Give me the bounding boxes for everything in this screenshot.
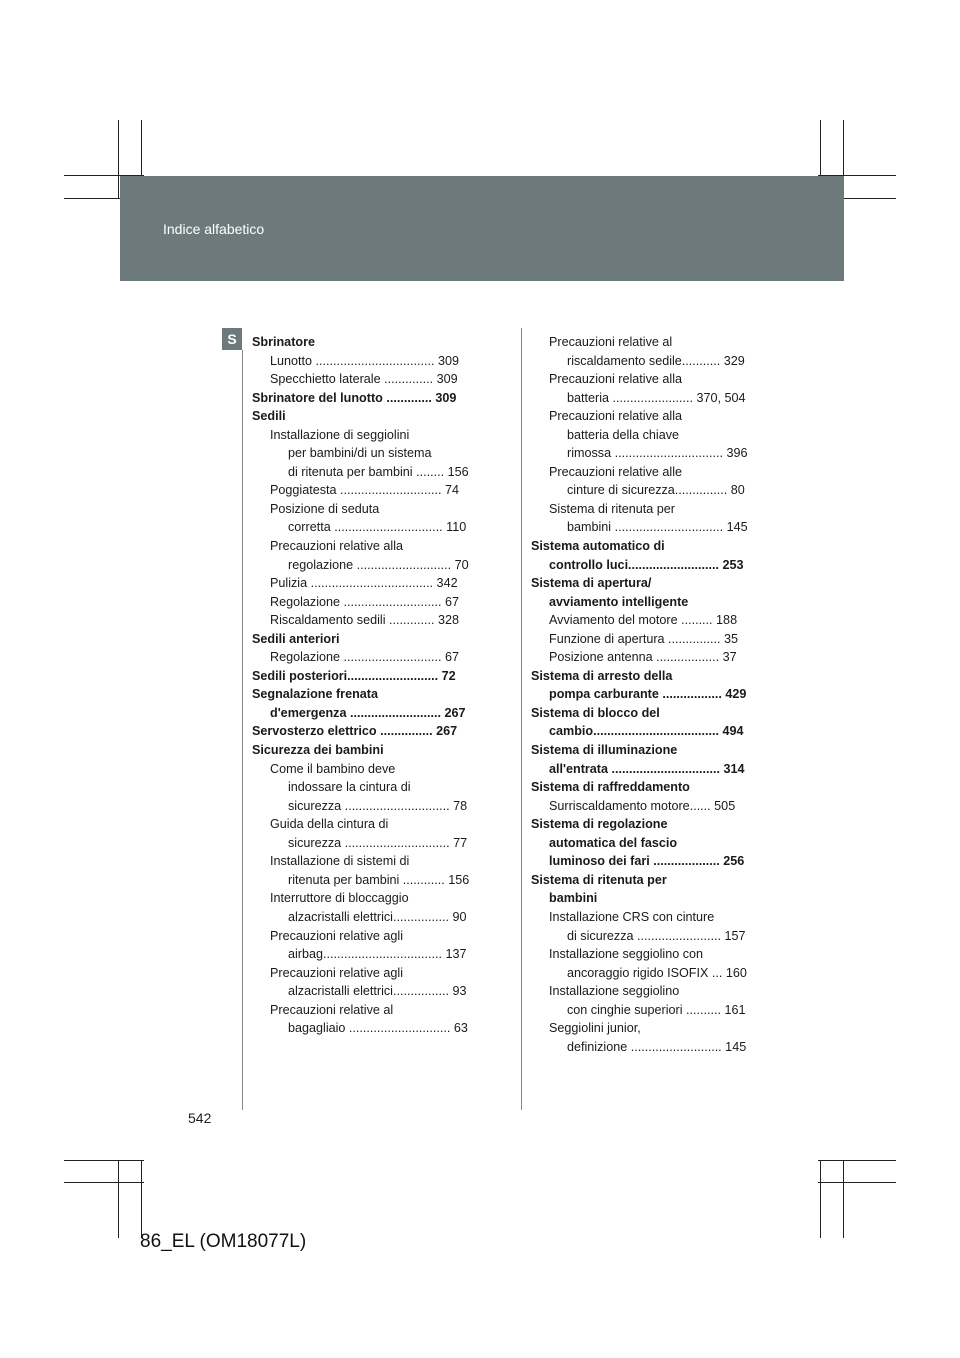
index-subentry: Precauzioni relative alla <box>549 372 683 387</box>
index-subentry: Precauzioni relative al <box>270 1002 394 1017</box>
index-subentry: Sistema di ritenuta per <box>549 501 675 516</box>
index-subentry: Installazione seggiolino con <box>549 947 704 962</box>
index-subentry: Come il bambino deve <box>270 761 396 776</box>
index-column-left <box>252 333 473 1038</box>
index-subentry: Surriscaldamento motore...... 505 <box>549 798 736 813</box>
crop-mark <box>118 1160 119 1238</box>
index-subentry: Lunotto .................................. 309 <box>270 353 459 368</box>
index-subentry: Precauzioni relative agli <box>270 928 404 943</box>
index-subentry: Precauzioni relative alla <box>549 409 683 424</box>
index-entry: Sbrinatore <box>252 335 315 349</box>
index-subentry: Installazione CRS con cinture <box>549 909 715 924</box>
left-column-rule <box>242 350 243 1110</box>
document-code: 86_EL (OM18077L) <box>140 1231 307 1252</box>
index-subentry: airbag.................................. 137 <box>288 947 467 962</box>
index-subentry: indossare la cintura di <box>288 780 411 795</box>
index-subentry: cambio.................................... 494 <box>549 724 744 739</box>
index-subentry: cinture di sicurezza............... 80 <box>567 483 745 498</box>
index-subentry: Precauzioni relative agli <box>270 965 404 980</box>
index-subentry: batteria ....................... 370, 504 <box>567 390 746 405</box>
index-subentry: pompa carburante ................. 429 <box>549 687 747 702</box>
index-entry: Sistema di arresto della <box>531 668 673 683</box>
index-subentry: Riscaldamento sedili ............. 328 <box>270 613 459 628</box>
page-number: 542 <box>188 1110 212 1126</box>
crop-mark <box>820 1160 821 1238</box>
index-subentry: Interruttore di bloccaggio <box>270 891 409 906</box>
index-entry: Sistema di illuminazione <box>531 743 678 758</box>
index-subentry: Avviamento del motore ......... 188 <box>549 613 738 628</box>
index-subentry: bambini <box>549 891 598 906</box>
index-subentry: per bambini/di un sistema <box>288 446 432 461</box>
index-subentry: Precauzioni relative al <box>549 335 673 349</box>
index-subentry: ritenuta per bambini ............ 156 <box>288 872 470 887</box>
index-subentry: Seggiolini junior, <box>549 1021 641 1036</box>
section-letter-tab: S <box>222 328 242 350</box>
crop-mark <box>118 120 119 198</box>
index-subentry: batteria della chiave <box>567 427 680 442</box>
crop-mark <box>818 1160 896 1161</box>
index-subentry: bambini ............................... 145 <box>567 520 748 535</box>
index-subentry: alzacristalli elettrici................ 93 <box>288 984 467 999</box>
index-subentry: regolazione ........................... 70 <box>288 557 469 572</box>
index-subentry: Guida della cintura di <box>270 817 389 832</box>
crop-mark <box>64 1160 144 1161</box>
index-subentry: Poggiatesta ............................. 74 <box>270 483 459 498</box>
index-subentry: alzacristalli elettrici................ 90 <box>288 909 467 924</box>
index-entry: Sistema di blocco del <box>531 705 660 720</box>
crop-mark <box>843 1160 844 1238</box>
index-subentry: di sicurezza ........................ 157 <box>567 928 746 943</box>
index-subentry: ancoraggio rigido ISOFIX ... 160 <box>567 965 747 980</box>
index-entry: Sedili anteriori <box>252 631 340 646</box>
index-subentry: controllo luci.......................... 253 <box>549 557 744 572</box>
index-subentry: sicurezza .............................. 77 <box>288 835 468 850</box>
index-subentry: d'emergenza .......................... 267 <box>270 705 466 720</box>
index-entry: Sistema di regolazione <box>531 817 668 832</box>
index-column-right <box>531 333 752 1056</box>
index-subentry: Specchietto laterale .............. 309 <box>270 372 458 387</box>
index-subentry: rimossa ............................... 396 <box>567 446 748 461</box>
index-entry: Sistema di ritenuta per <box>531 872 667 887</box>
index-entry: Sedili posteriori.......................... 72 <box>252 668 456 683</box>
index-subentry: all'entrata ............................... 314 <box>549 761 745 776</box>
index-subentry: sicurezza .............................. 78 <box>288 798 468 813</box>
index-subentry: Pulizia ................................... 342 <box>270 576 458 591</box>
index-subentry: riscaldamento sedile........... 329 <box>567 353 745 368</box>
index-subentry: automatica del fascio <box>549 835 678 850</box>
index-subentry: Installazione seggiolino <box>549 984 680 999</box>
index-entry: Servosterzo elettrico ............... 267 <box>252 724 458 739</box>
index-subentry: con cinghie superiori .......... 161 <box>567 1002 746 1017</box>
index-entry: Sistema di raffreddamento <box>531 780 690 795</box>
index-subentry: Posizione antenna .................. 37 <box>549 650 737 665</box>
index-subentry: definizione .......................... 145 <box>567 1039 747 1054</box>
index-subentry: bagagliaio ............................. 63 <box>288 1021 468 1036</box>
index-subentry: Funzione di apertura ............... 35 <box>549 631 739 646</box>
crop-mark <box>141 1160 142 1238</box>
index-subentry: avviamento intelligente <box>549 594 689 609</box>
index-entry: Segnalazione frenata <box>252 687 378 702</box>
index-subentry: Regolazione ............................ 67 <box>270 594 459 609</box>
index-subentry: Installazione di sistemi di <box>270 854 410 869</box>
index-entry: Sedili <box>252 409 286 424</box>
index-subentry: corretta ............................... 110 <box>288 520 467 535</box>
index-subentry: Regolazione ............................ 67 <box>270 650 459 665</box>
middle-column-rule <box>521 328 522 1110</box>
index-entry: Sistema automatico di <box>531 539 665 554</box>
index-subentry: luminoso dei fari ................... 256 <box>549 854 745 869</box>
index-subentry: Posizione di seduta <box>270 501 380 516</box>
index-entry: Sistema di apertura/ <box>531 576 652 591</box>
index-subentry: Precauzioni relative alla <box>270 539 404 554</box>
index-subentry: Precauzioni relative alle <box>549 464 683 479</box>
index-subentry: Installazione di seggiolini <box>270 427 410 442</box>
page-title: Indice alfabetico <box>163 221 265 237</box>
index-entry: Sicurezza dei bambini <box>252 743 384 758</box>
crop-mark <box>64 1182 144 1183</box>
crop-mark <box>818 1182 896 1183</box>
index-entry: Sbrinatore del lunotto ............. 309 <box>252 390 457 405</box>
index-subentry: di ritenuta per bambini ........ 156 <box>288 464 469 479</box>
